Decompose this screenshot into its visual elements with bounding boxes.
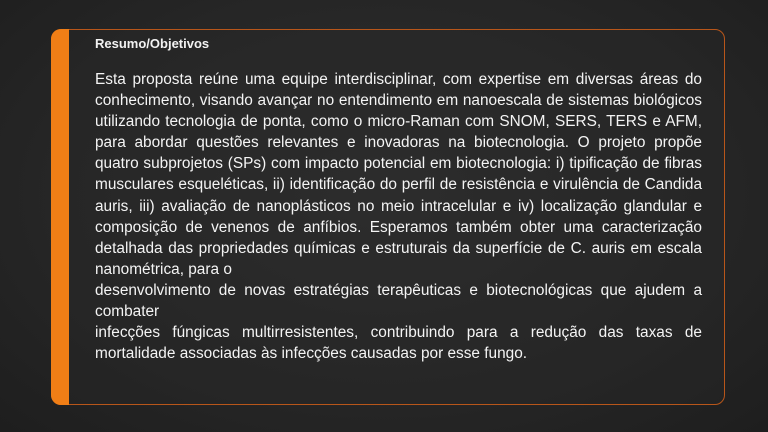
accent-bar bbox=[51, 29, 69, 405]
summary-paragraph-2: desenvolvimento de novas estratégias terapêuticas e biotecnológicas que ajudem a combater bbox=[95, 281, 702, 321]
summary-paragraph-1: Esta proposta reúne uma equipe interdisciplinar, com expertise em diversas áreas do conhecimento, visando avançar no entendimento em nanoescala de sistemas biológicos utilizando tecnologia de ponta, como o micro-Raman com SNOM, SERS, TERS e AFM, para abordar questões relevantes e inovadoras na biotecnologia. O projeto propõe quatro subprojetos (SPs) com impacto potencial em biotecnologia: i) tipificação de fibras musculares esqueléticas, ii) identificação do perfil de resistência e virulência de Candida auris, iii) avaliação de nanoplásticos no meio intracelular e iv) localização glandular e composição de venenos de anfíbios. Esperamos também obter uma caracterização detalhada das propriedades químicas e estruturais da superfície de C. auris em escala nanométrica, para o bbox=[95, 71, 702, 278]
section-heading: Resumo/Objetivos bbox=[95, 36, 210, 51]
summary-paragraph-3: infecções fúngicas multirresistentes, contribuindo para a redução das taxas de mortalidade associadas às infecções causadas por esse fungo. bbox=[95, 324, 702, 363]
summary-text bbox=[95, 69, 702, 364]
